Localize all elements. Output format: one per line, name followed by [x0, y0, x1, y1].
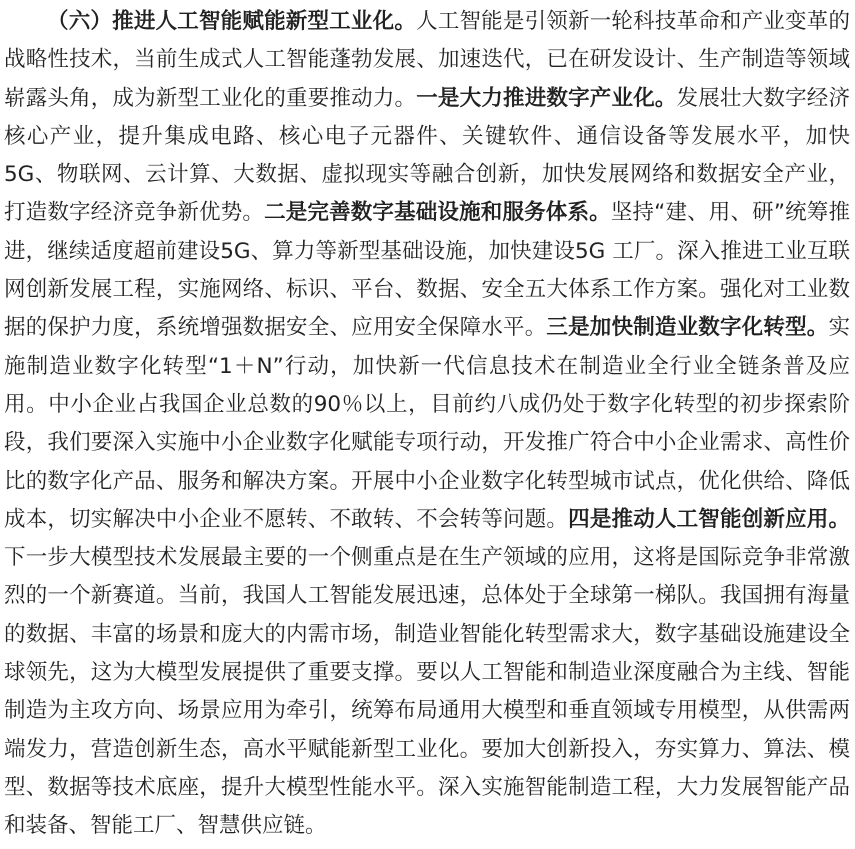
point-2-text: 坚持“建、用、研”统筹推进，继续适度超前建设5G、算力等新型基础设施，加快建设5G 工厂。深入推进工业互联网创新发展工程，实施网络、标识、平台、数据、安全五大体系工作方案。强化对工业数据的保护力度，系统增强数据安全、应用安全保障水平。	[4, 200, 850, 341]
intro-text: 人工智能是引领新一轮科技革命和产业变革的战略性技术，当前生成式人工智能蓬勃发展、加速迭代，已在研发设计、生产制造等领域崭露头角，成为新型工业化的重要推动力。	[4, 9, 850, 111]
point-2-heading: 二是完善数字基础设施和服务体系。	[264, 200, 611, 226]
article-body	[0, 3, 855, 846]
point-4-heading: 四是推动人工智能创新应用。	[568, 506, 850, 532]
point-4-text: 下一步大模型技术发展最主要的一个侧重点是在生产领域的应用，这将是国际竞争非常激烈的一个新赛道。当前，我国人工智能发展迅速，总体处于全球第一梯队。我国拥有海量的数据、丰富的场景和庞大的内需市场，制造业智能化转型需求大，数字基础设施建设全球领先，这为大模型发展提供了重要支撑。要以人工智能和制造业深度融合为主线、智能制造为主攻方向、场景应用为牵引，统筹布局通用大模型和垂直领域专用模型，从供需两端发力，营造创新生态，高水平赋能新型工业化。要加大创新投入，夯实算力、算法、模型、数据等技术底座，提升大模型性能水平。深入实施智能制造工程，大力发展智能产品和装备、智能工厂、智慧供应链。	[4, 545, 850, 839]
article-paragraph	[4, 3, 850, 846]
point-3-heading: 三是加快制造业数字化转型。	[546, 315, 829, 341]
point-1-text: 发展壮大数字经济核心产业，提升集成电路、核心电子元器件、关键软件、通信设备等发展水平，加快5G、物联网、云计算、大数据、虚拟现实等融合创新，加快发展网络和数据安全产业，打造数字经济竞争新优势。	[4, 85, 850, 226]
point-3-text: 实施制造业数字化转型“1＋N”行动，加快新一代信息技术在制造业全行业全链条普及应用。中小企业占我国企业总数的90％以上，目前约八成仍处于数字化转型的初步探索阶段，我们要深入实施中小企业数字化赋能专项行动，开发推广符合中小企业需求、高性价比的数字化产品、服务和解决方案。开展中小企业数字化转型城市试点，优化供给、降低成本，切实解决中小企业不愿转、不敢转、不会转等问题。	[4, 315, 850, 532]
section-heading: （六）推进人工智能赋能新型工业化。	[47, 9, 417, 34]
point-1-heading: 一是大力推进数字产业化。	[416, 85, 677, 111]
